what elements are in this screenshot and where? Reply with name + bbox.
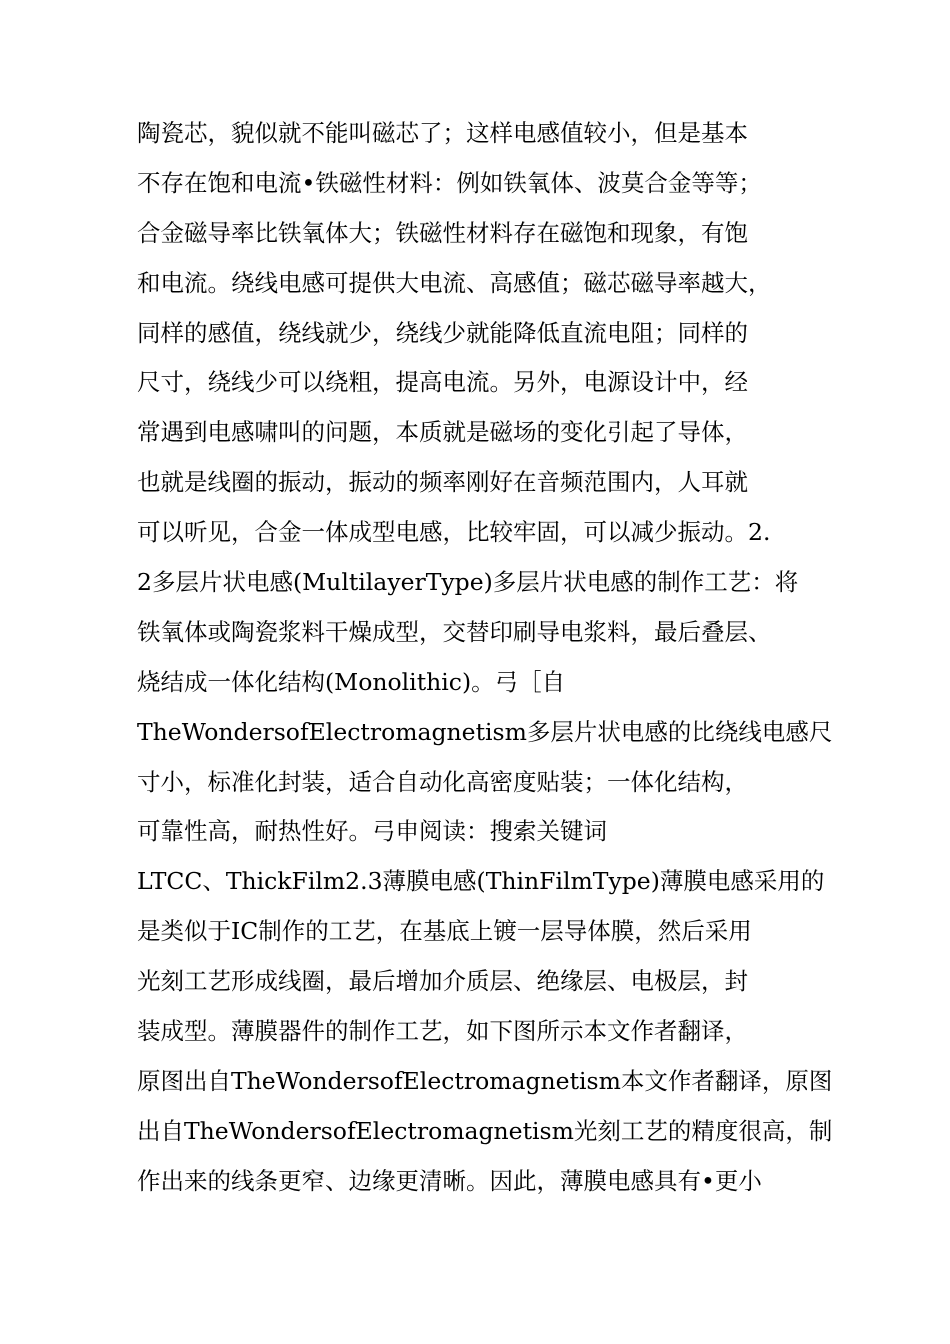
text-line: 寸小，标准化封装，适合自动化高密度贴装；一体化结构， [137,767,748,796]
text-line: LTCC、ThickFilm2.3薄膜电感(ThinFilmType)薄膜电感采用的 [137,867,825,896]
text-line: 不存在饱和电流•铁磁性材料：例如铁氧体、波莫合金等等； [137,168,762,197]
text-line: 常遇到电感啸叫的问题，本质就是磁场的变化引起了导体， [137,418,748,447]
text-line: 也就是线圈的振动，振动的频率刚好在音频范围内，人耳就 [137,468,748,497]
text-line: TheWondersofElectromagnetism多层片状电感的比绕线电感尺 [137,717,833,746]
text-line: 可靠性高，耐热性好。弓申阅读：搜索关键词 [137,817,607,846]
text-line: 是类似于IC制作的工艺，在基底上镀一层导体膜，然后采用 [137,917,752,946]
text-line: 烧结成一体化结构(Monolithic)。弓［自 [137,667,566,696]
text-line: 和电流。绕线电感可提供大电流、高感值；磁芯磁导率越大， [137,268,772,297]
body-paragraph [137,109,837,1207]
text-line: 可以听见，合金一体成型电感，比较牢固，可以减少振动。2. [137,518,771,547]
text-line: 装成型。薄膜器件的制作工艺，如下图所示本文作者翻译， [137,1017,748,1046]
text-line: 作出来的线条更窄、边缘更清晰。因此，薄膜电感具有•更小 [137,1166,762,1195]
text-line: 铁氧体或陶瓷浆料干燥成型，交替印刷导电浆料，最后叠层、 [137,617,772,646]
text-line: 合金磁导率比铁氧体大；铁磁性材料存在磁饱和现象，有饱 [137,218,748,247]
text-line: 同样的感值，绕线就少，绕线少就能降低直流电阻；同样的 [137,318,748,347]
text-line: 原图出自TheWondersofElectromagnetism本文作者翻译，原图 [137,1066,833,1095]
text-line: 2多层片状电感(MultilayerType)多层片状电感的制作工艺：将 [137,568,799,597]
text-line: 出自TheWondersofElectromagnetism光刻工艺的精度很高，制 [137,1116,833,1145]
text-line: 陶瓷芯，貌似就不能叫磁芯了；这样电感值较小，但是基本 [137,119,748,147]
text-line: 尺寸，绕线少可以绕粗，提高电流。另外，电源设计中，经 [137,368,748,397]
text-line: 光刻工艺形成线圈，最后增加介质层、绝缘层、电极层，封 [137,967,748,996]
